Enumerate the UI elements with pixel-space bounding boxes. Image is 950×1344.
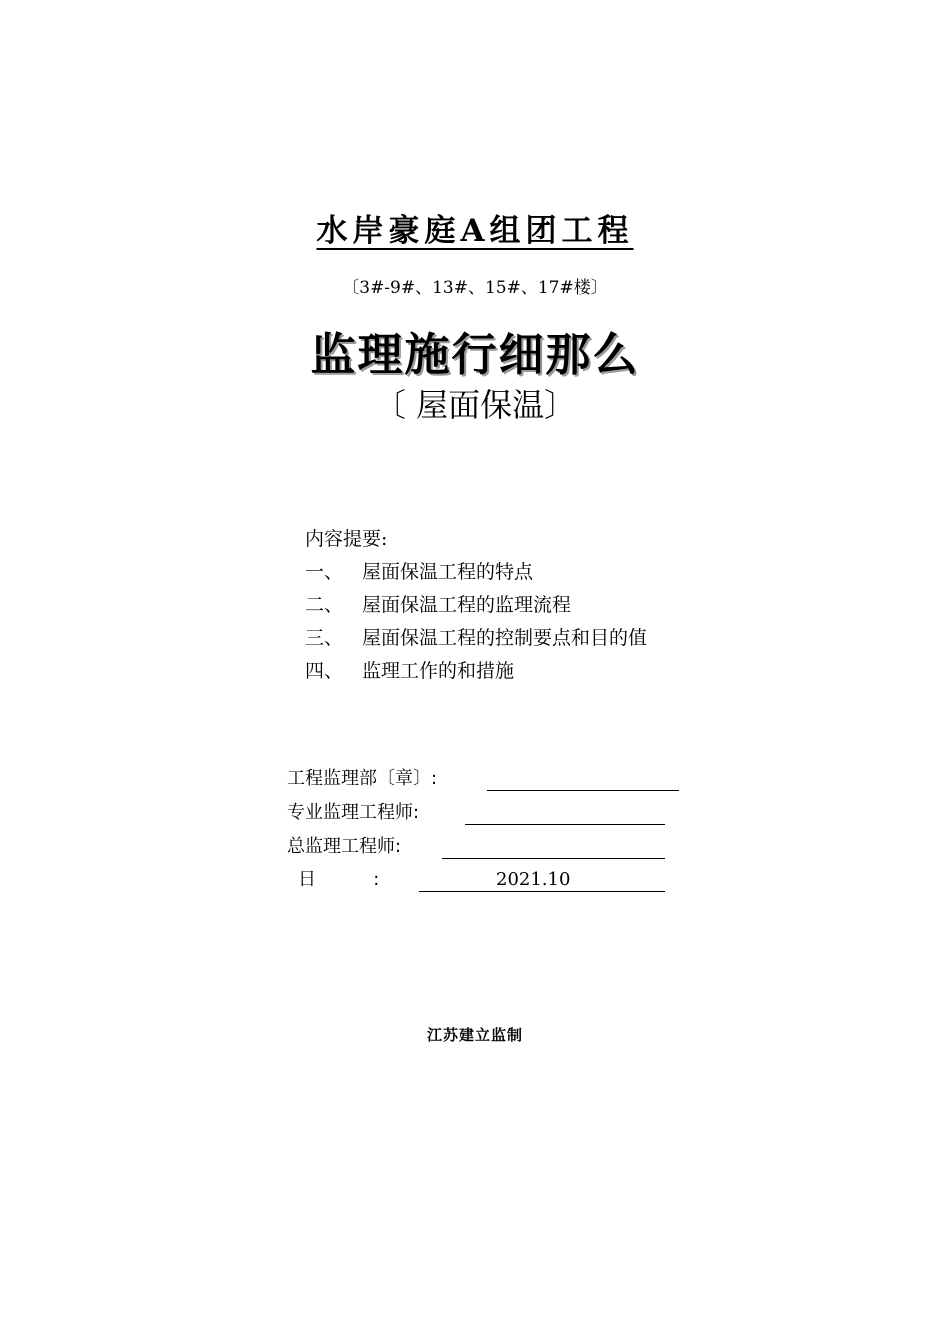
- document-title: 监理施行细那么: [310, 328, 640, 381]
- contents-item-text: 监理工作的和措施: [362, 660, 515, 682]
- contents-item-text: 屋面保温工程的特点: [362, 561, 534, 583]
- date-row: [0, 867, 950, 893]
- contents-item: [305, 622, 647, 655]
- chief-signature-label: 总监理工程师:: [287, 836, 402, 857]
- contents-item: [305, 589, 647, 622]
- footer-organization: 江苏建立监制: [426, 1026, 523, 1044]
- date-line: [419, 867, 665, 892]
- date-value: 2021.10: [496, 869, 571, 890]
- building-scope: 〔3#-9#、13#、15#、17#楼〕: [342, 278, 608, 298]
- dept-signature-line: [487, 766, 679, 791]
- specialist-signature-line: [465, 800, 665, 825]
- contents-heading: 内容提要:: [305, 528, 388, 550]
- contents-item: [305, 556, 647, 589]
- date-label: 日 :: [298, 869, 380, 890]
- chief-signature-row: [0, 834, 950, 860]
- contents-summary: [305, 523, 647, 688]
- contents-item-number: 一、: [305, 561, 344, 583]
- project-title: 水岸豪庭A组团工程: [316, 213, 634, 249]
- contents-item-number: 四、: [305, 660, 344, 682]
- specialist-signature-label: 专业监理工程师:: [287, 802, 420, 823]
- specialist-signature-row: [0, 800, 950, 826]
- dept-signature-row: [0, 766, 950, 792]
- contents-item-text: 屋面保温工程的监理流程: [362, 594, 572, 616]
- document-subtitle: 〔 屋面保温〕: [373, 386, 577, 424]
- contents-item: [305, 655, 647, 688]
- contents-item-text: 屋面保温工程的控制要点和目的值: [362, 627, 648, 649]
- contents-item-number: 三、: [305, 627, 344, 649]
- chief-signature-line: [442, 834, 665, 859]
- contents-item-number: 二、: [305, 594, 344, 616]
- dept-signature-label: 工程监理部〔章〕:: [287, 768, 438, 789]
